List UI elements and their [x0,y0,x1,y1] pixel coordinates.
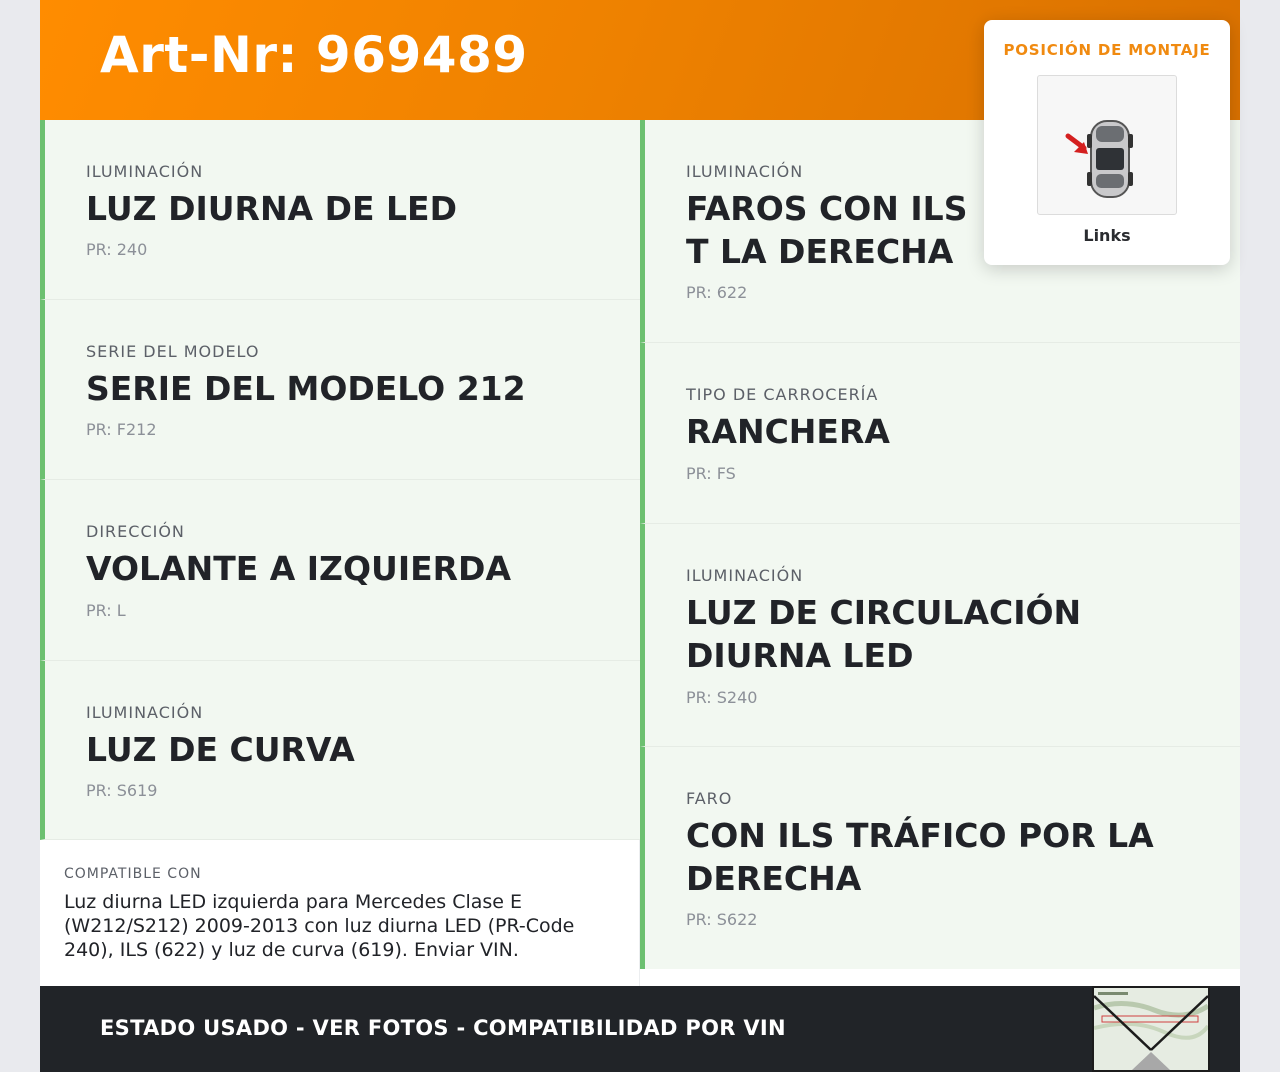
spec-category: ILUMINACIÓN [686,566,804,585]
spec-category: SERIE DEL MODELO [86,342,260,361]
spec-item [640,524,1240,747]
spec-item [640,747,1240,969]
spec-category: ILUMINACIÓN [86,703,204,722]
compatibility-text: Luz diurna LED izquierda para Mercedes Clase E (W212/S212) 2009-2013 con luz diurna LED (PR-Code 240), ILS (622) y luz de curva (619). Enviar VIN. [64,891,575,961]
mount-position-popup [984,20,1230,265]
registration-document-icon[interactable] [1092,986,1210,1072]
spec-value: CON ILS TRÁFICO POR LA DERECHA [686,816,1154,898]
spec-value: RANCHERA [686,412,890,451]
spec-value: LUZ DIURNA DE LED [86,189,457,228]
spec-category: ILUMINACIÓN [686,162,804,181]
footer-bar [40,986,1240,1072]
spec-value: LUZ DE CURVA [86,730,355,769]
spec-category: FARO [686,789,733,808]
compatibility-label: COMPATIBLE CON [64,866,202,882]
spec-pr-code: PR: FS [686,464,736,483]
spec-item [40,120,640,300]
spec-category: DIRECCIÓN [86,522,185,541]
spec-item [40,480,640,661]
spec-value: FAROS CON ILS T LA DERECHA [686,189,968,271]
spec-pr-code: PR: 240 [86,240,148,259]
spec-category: ILUMINACIÓN [86,162,204,181]
spec-value: LUZ DE CIRCULACIÓN DIURNA LED [686,593,1082,675]
spec-item [40,661,640,840]
footer-text: ESTADO USADO - VER FOTOS - COMPATIBILIDAD POR VIN [100,1016,786,1040]
compatibility-box [40,840,640,986]
popup-title: POSICIÓN DE MONTAJE [1003,41,1211,59]
spec-item [640,343,1240,524]
spec-pr-code: PR: S622 [686,910,758,929]
spec-value: VOLANTE A IZQUIERDA [86,549,511,588]
spec-pr-code: PR: L [86,601,126,620]
spec-value: SERIE DEL MODELO 212 [86,369,526,408]
article-number: Art-Nr: 969489 [100,26,528,84]
spec-pr-code: PR: S240 [686,688,758,707]
spec-item [40,300,640,480]
popup-caption: Links [1083,226,1131,245]
spec-pr-code: PR: S619 [86,781,158,800]
car-top-view-icon [1037,75,1177,215]
spec-pr-code: PR: 622 [686,283,748,302]
spec-category: TIPO DE CARROCERÍA [686,385,879,404]
spec-pr-code: PR: F212 [86,420,157,439]
